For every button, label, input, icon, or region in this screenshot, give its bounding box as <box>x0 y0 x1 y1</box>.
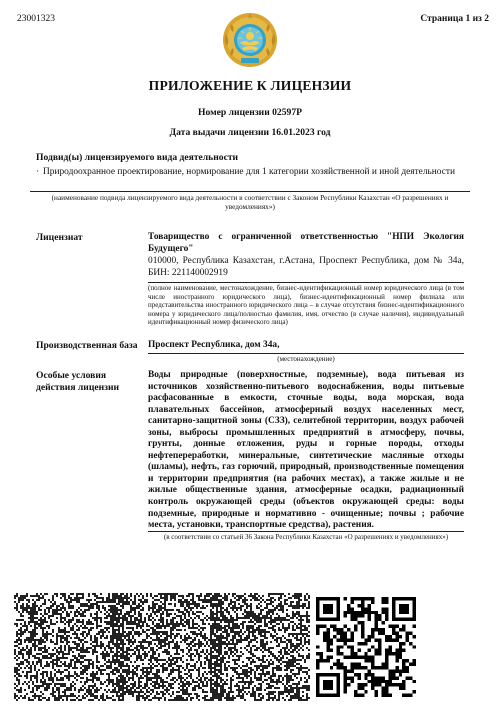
qr-code-icon <box>316 597 416 697</box>
license-number: Номер лицензии 02597Р <box>198 107 302 118</box>
divider-line <box>30 191 470 192</box>
page-title: ПРИЛОЖЕНИЕ К ЛИЦЕНЗИИ <box>148 78 352 93</box>
subtype-list-item <box>36 167 456 178</box>
2d-barcode-icon <box>210 593 310 701</box>
2d-barcode-icon <box>14 593 124 701</box>
subtypes-note: (наименование подвида лицензируемого вида деятельности в соответствии с Законом Республики Казахстан «О разрешениях и уведомлениях») <box>51 193 449 211</box>
bullet-marker: · <box>36 167 40 177</box>
document-number: 23001323 <box>17 14 55 24</box>
production-base-value: Проспект Республика, дом 34а, <box>148 340 280 350</box>
licensee-address: 010000, Республика Казахстан, г.Астана, Проспект Республика, дом № 34а, БИН: 221140002919 <box>148 256 464 278</box>
divider-line <box>148 531 464 532</box>
state-emblem-icon <box>221 10 279 68</box>
license-issue-date: Дата выдачи лицензии 16.01.2023 год <box>169 127 331 138</box>
production-base-note: (местонахождение) <box>277 355 335 363</box>
page-indicator: Страница 1 из 2 <box>420 14 489 24</box>
production-base-label: Производственная база <box>36 340 138 351</box>
special-conditions-value: Воды природные (поверхностные, подземные), вода питьевая из источников хозяйственно-питьевого водоснабжения, воды питьевые расфасованные в емкости, сточные воды, вода морская, вода плавательных бассейнов, атмосферный воздух населенных мест, санитарно-защитной зоны (СЗЗ), селитебной территории, воздух рабочей зоны, выбросы промышленных предприятий в атмосферу, почвы, грунты, донные отложения, руды и горные породы, отходы нефтепереработки, минеральные, синтетические масляные отходы (шламы), нефть, газ горючий, природный, производственные помещения и территории предприятия (на рабочих местах), а также жилые и не жилые общественные здания, атмосферные осадки, радиационный контроль окружающей среды (объектов окружающей среды: воды подземные, природные и нормативно - очищенные; почвы ; рабочие места, установки, транспортные средства), растения. <box>148 370 464 531</box>
2d-barcode-icon <box>112 593 222 701</box>
licensee-label: Лицензиат <box>36 232 83 243</box>
subtypes-heading: Подвид(ы) лицензируемого вида деятельности <box>36 152 239 163</box>
special-conditions-label: Особые условия действия лицензии <box>36 370 120 393</box>
special-conditions-note: (в соответствии со статьей 36 Закона Республики Казахстан «О разрешениях и уведомлениях») <box>163 533 449 541</box>
licensee-name: Товарищество с ограниченной ответственностью "НПИ Экология Будущего" <box>148 232 464 254</box>
divider-line <box>148 282 464 283</box>
licensee-note: (полное наименование, местонахождение, бизнес-идентификационный номер юридического лица (в том числе иностранного юридического лица), бизнес-идентификационный номер филиала или представительства иностранного юридического лица – в случае отсутствия бизнес-идентификационного номера у юридического лица/полностью фамилия, имя, отчество (в случае наличия), индивидуальный идентификационный номер физического лица) <box>148 284 464 327</box>
divider-line <box>148 353 464 354</box>
subtype-text: Природоохранное проектирование, нормирование для 1 категории хозяйственной и иной деятельности <box>43 167 456 177</box>
